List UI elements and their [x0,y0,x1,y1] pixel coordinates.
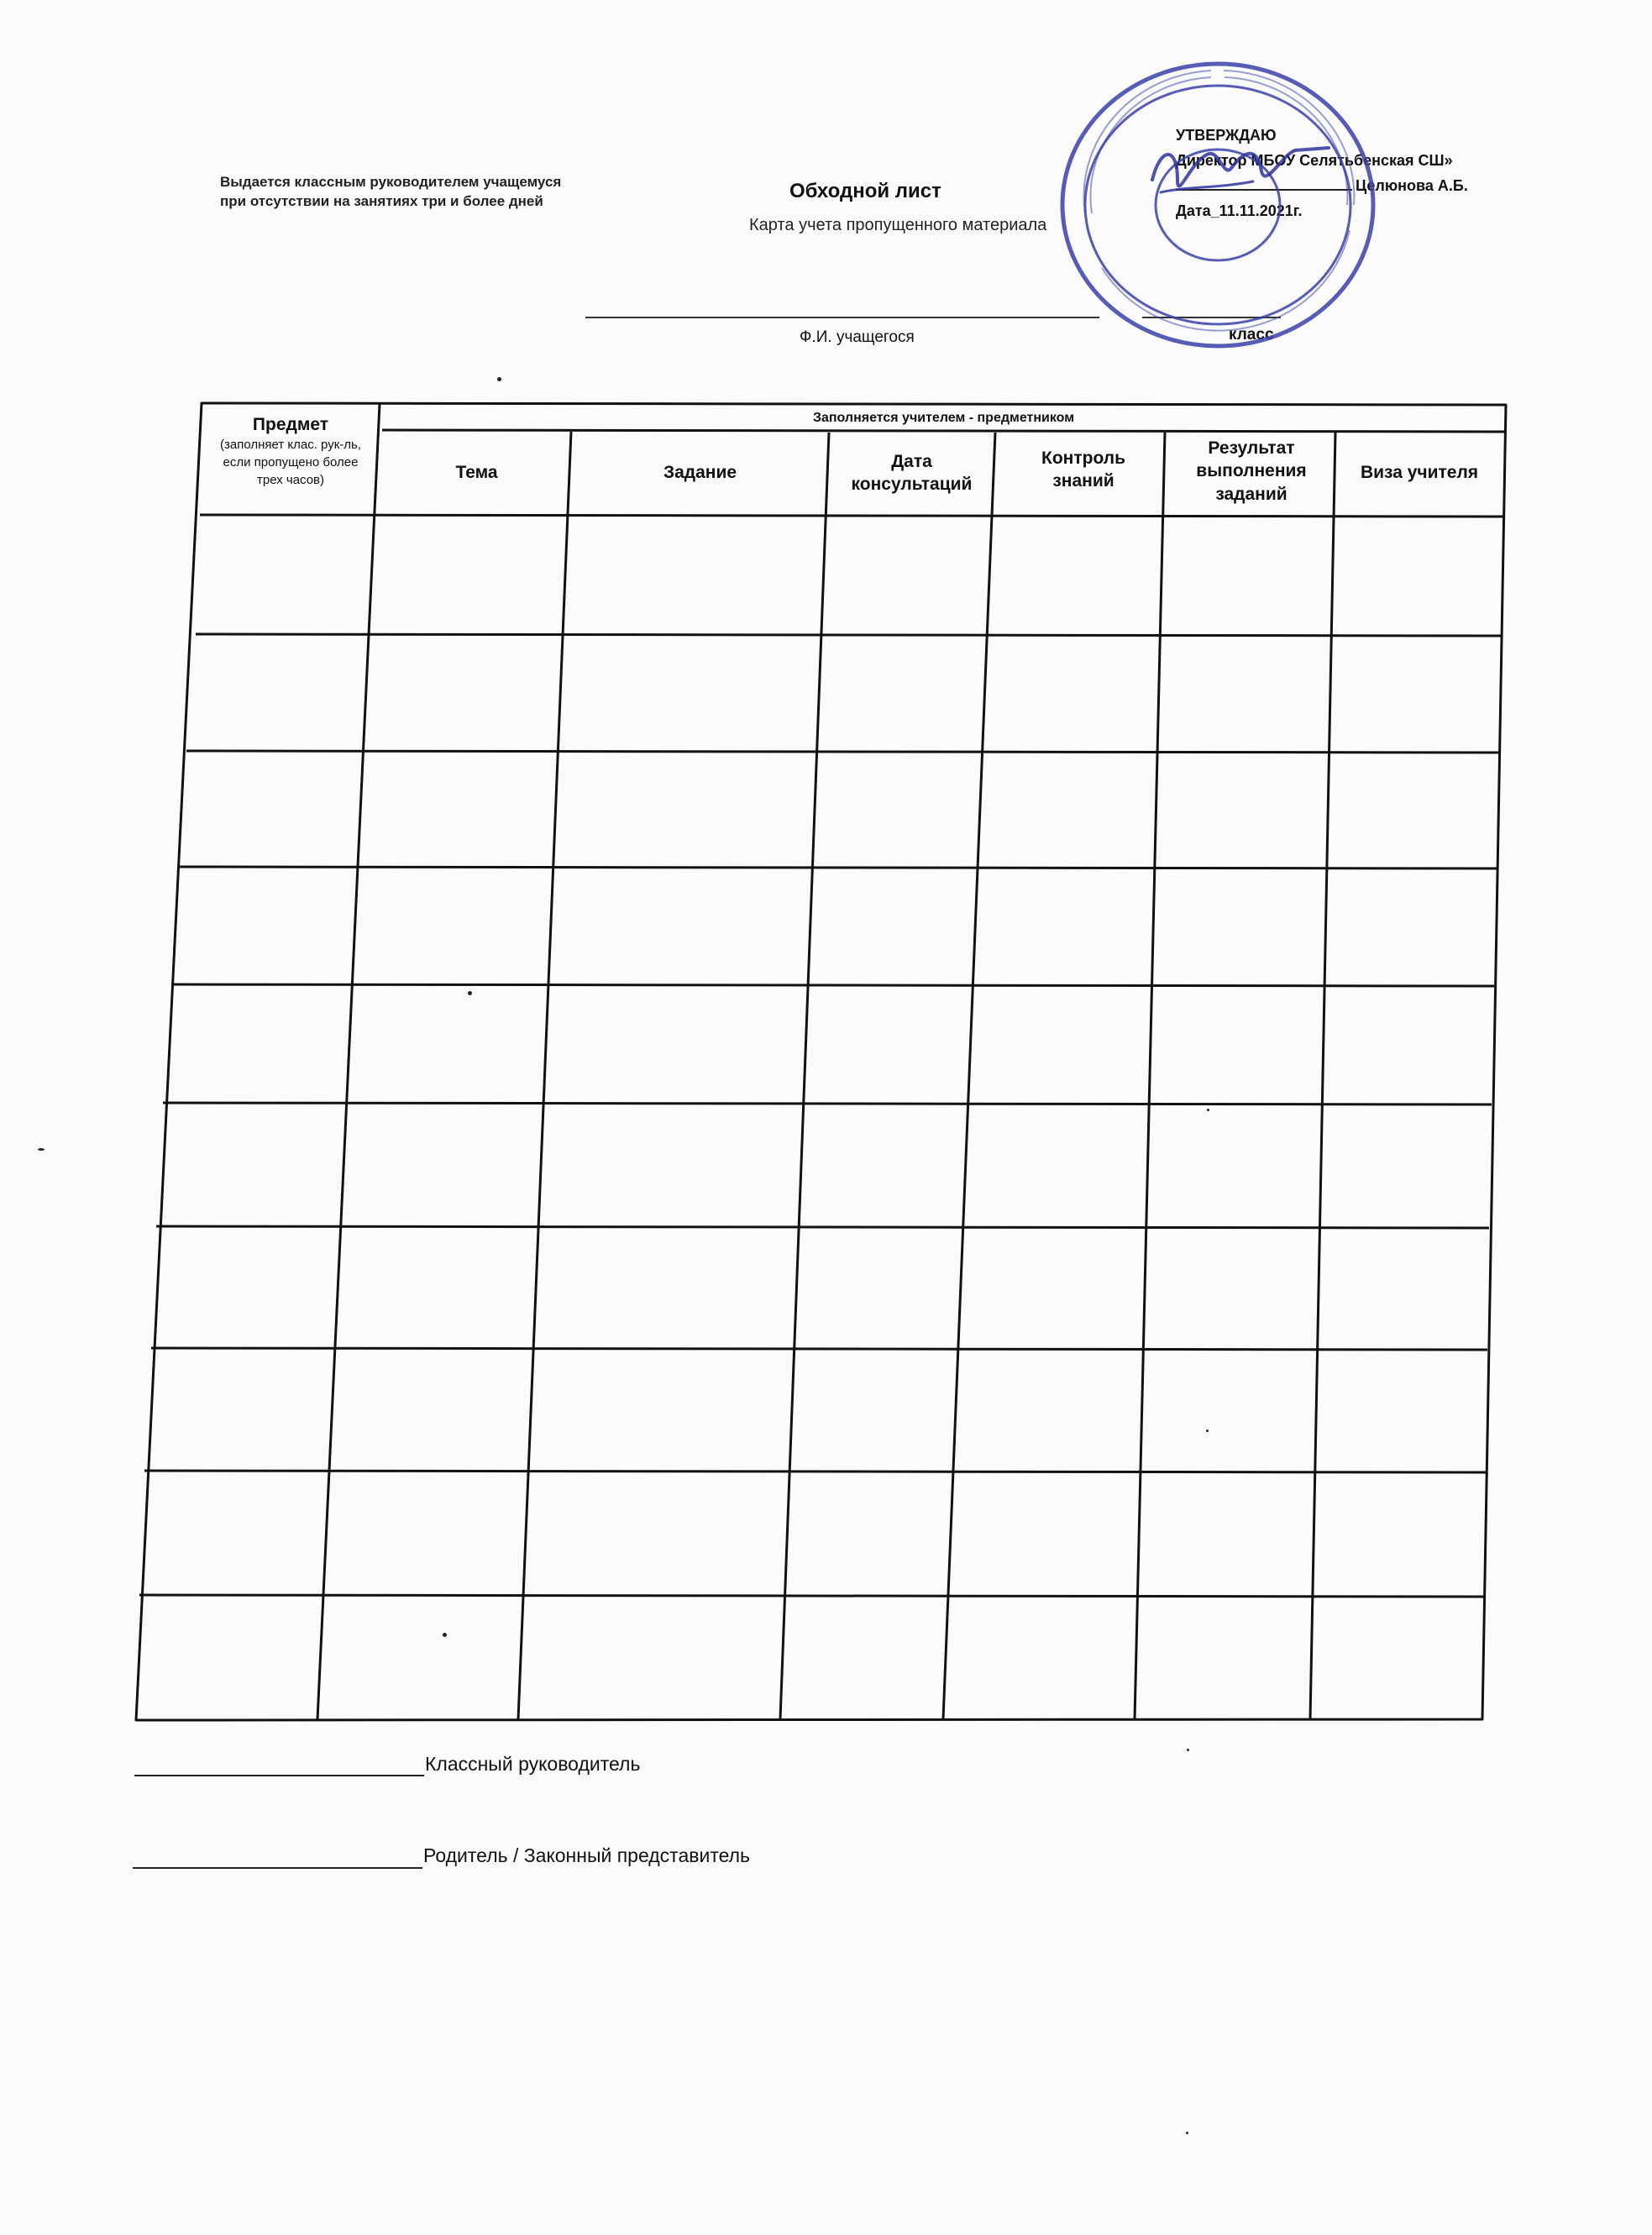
scan-speck [1187,1749,1189,1751]
column-header-task: Задание [663,463,737,482]
approve-label: УТВЕРЖДАЮ [1176,127,1277,144]
class-teacher-label: Классный руководитель [425,1753,641,1775]
class-line [1142,317,1281,318]
director-name: Целюнова А.Б. [1356,177,1468,194]
signature-underline [1176,189,1352,191]
parent-signature-line [133,1867,422,1869]
scan-speck [468,991,472,995]
table-row [138,1597,1482,1719]
column-header-teacher-visa: Виза учителя [1360,463,1479,482]
table-row [181,753,1494,867]
scan-speck [497,377,501,381]
director-name-line [1176,173,1468,198]
table-row [160,1104,1487,1226]
table-row [148,1350,1485,1471]
column-header-knowledge-check: Контроль знаний [1041,449,1125,491]
parent-label: Родитель / Законный представитель [423,1844,751,1866]
student-name-label: Ф.И. учащегося [800,328,915,346]
class-teacher-signature-line [134,1775,424,1776]
scan-speck [1206,1430,1209,1432]
class-label: класс [1229,326,1274,344]
column-header-consultation-date: Дата консультаций [851,452,973,495]
scan-speck [443,1633,447,1637]
director-label: Директор МБОУ Селятьбенская СШ» [1176,152,1453,169]
table-row [153,1228,1485,1348]
approval-block [1176,123,1468,223]
approval-date: Дата_11.11.2021г. [1176,202,1303,219]
document-title: Обходной лист [789,180,941,202]
table-row [166,986,1489,1103]
subject-header [202,413,380,489]
table-row [173,868,1492,984]
issued-note-line2: при отсутствии на занятиях три и более дней [220,193,543,209]
column-header-topic: Тема [455,463,498,482]
teacher-group-header: Заполняется учителем - предметником [812,411,1075,425]
subject-header-note: (заполняет клас. рук-ль, если пропущено более трех часов) [219,438,362,488]
scan-speck [1186,2132,1188,2134]
scan-speck [1207,1109,1209,1111]
student-name-line [585,317,1099,318]
table-row [198,517,1500,634]
issued-note-line1: Выдается классным руководителем учащемуся [220,174,562,190]
document-subtitle: Карта учета пропущенного материала [749,216,1047,234]
issued-note [220,172,561,211]
scan-speck [38,1148,45,1151]
column-header-task-result: Результат выполнения заданий [1196,438,1307,504]
table-row [143,1472,1483,1595]
table-row [190,636,1498,751]
subject-header-title: Предмет [252,415,329,434]
